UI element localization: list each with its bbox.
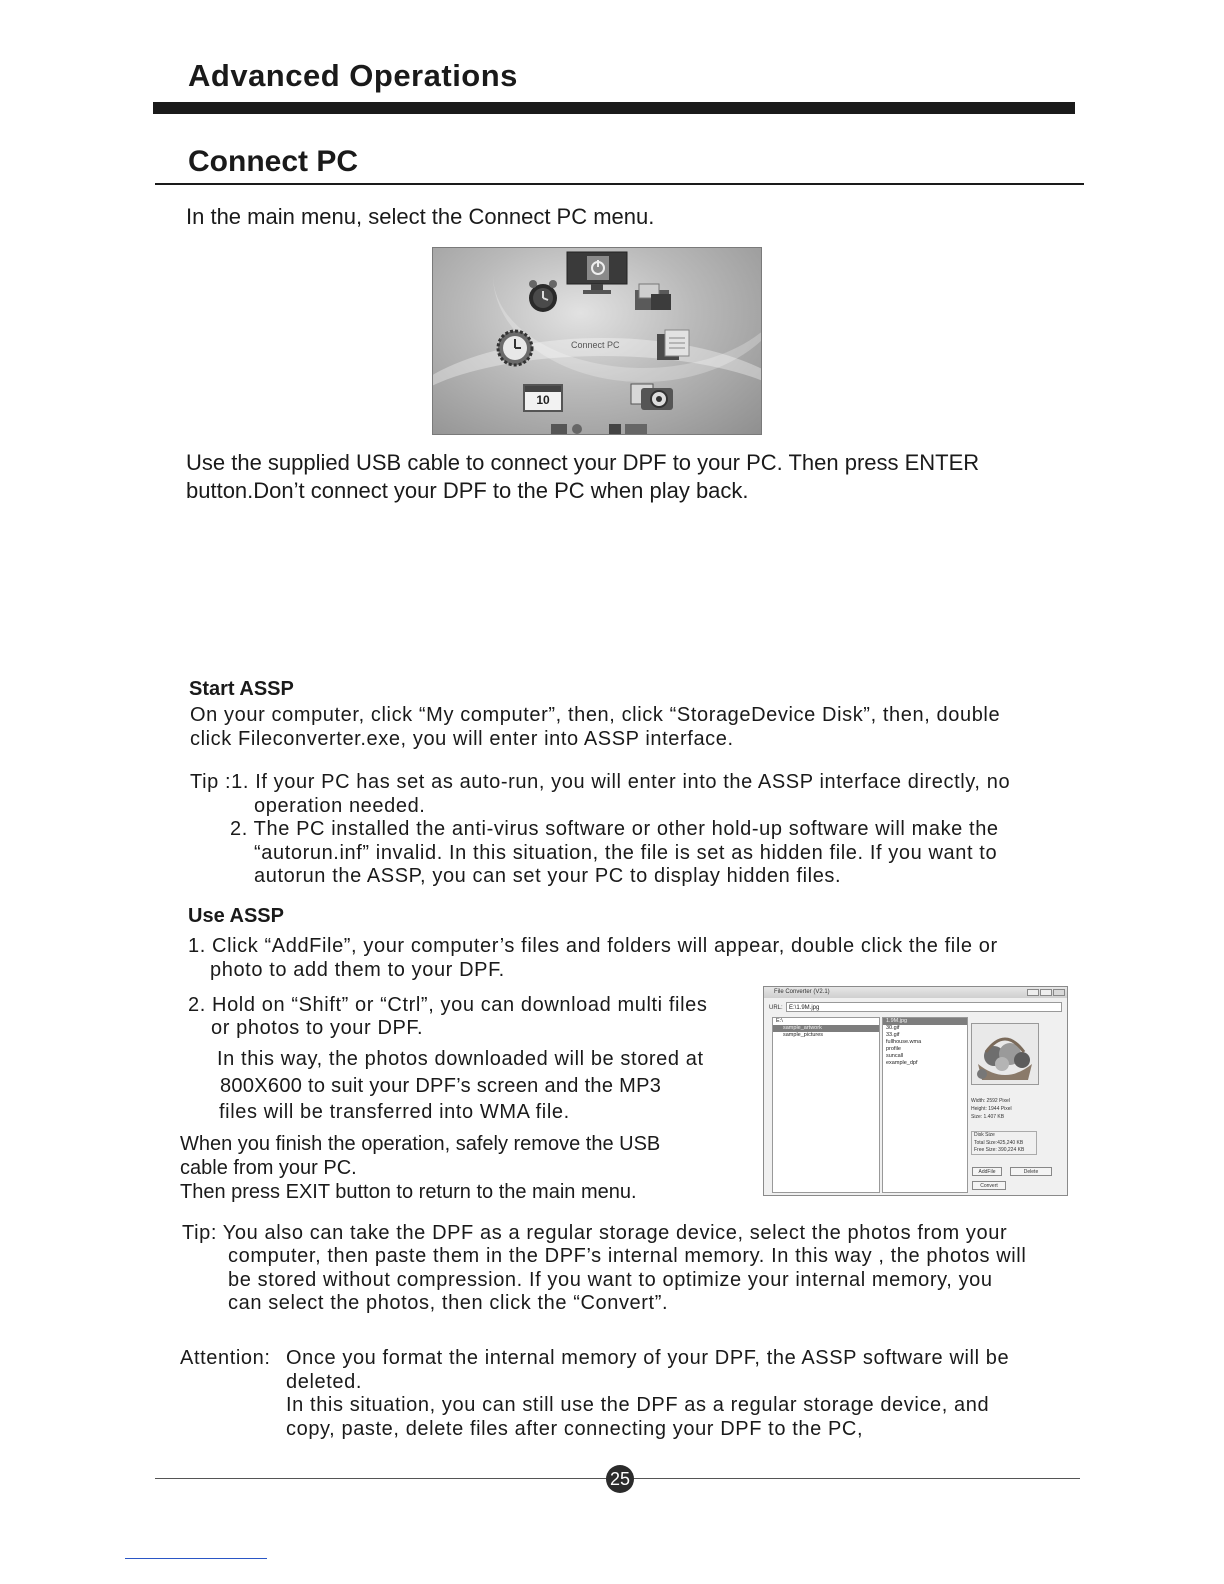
attention-line1: Once you format the internal memory of your DPF, the ASSP software will be: [286, 1347, 1010, 1369]
free-size: Free Size: 390,224 KB: [974, 1147, 1025, 1153]
tip1-line2: operation needed.: [254, 795, 426, 817]
step2-line3: In this way, the photos downloaded will be stored at: [217, 1048, 704, 1070]
file-item[interactable]: 33.gif: [886, 1032, 900, 1038]
start-assp-line1: On your computer, click “My computer”, then, click “StorageDevice Disk”, then, double: [190, 704, 1001, 726]
monitor-icon: [565, 250, 629, 296]
file-item[interactable]: example_dpf: [886, 1060, 918, 1066]
attention-line4: copy, paste, delete files after connecting your DPF to the PC,: [286, 1418, 864, 1440]
tip2-line3: be stored without compression. If you want to optimize your internal memory, you: [228, 1269, 993, 1291]
tip2-line4: can select the photos, then click the “Convert”.: [228, 1292, 669, 1314]
image-size: Size: 1.407 KB: [971, 1114, 1005, 1120]
tip2-line1: Tip: You also can take the DPF as a regular storage device, select the photos from your: [182, 1222, 1008, 1244]
start-assp-heading: Start ASSP: [189, 678, 294, 700]
page-title: Connect PC: [188, 145, 359, 178]
attention-line3: In this situation, you can still use the DPF as a regular storage device, and: [286, 1394, 990, 1416]
alarm-clock-icon: [525, 278, 561, 314]
image-info: [971, 1097, 1037, 1121]
file-item[interactable]: 30.gif: [886, 1025, 900, 1031]
add-file-button[interactable]: AddFile: [972, 1167, 1002, 1176]
file-converter-window: [763, 986, 1068, 1196]
folder-icon: [631, 282, 675, 312]
file-list[interactable]: [882, 1017, 968, 1193]
image-width: Width: 2592 Pixel: [971, 1098, 1010, 1104]
file-item[interactable]: 1.9M.jpg: [883, 1018, 967, 1025]
finish-line3: Then press EXIT button to return to the main menu.: [180, 1181, 637, 1203]
finish-line2: cable from your PC.: [180, 1157, 357, 1179]
attention-label: Attention:: [180, 1347, 271, 1369]
step2-line4: 800X600 to suit your DPF’s screen and the MP3: [220, 1075, 662, 1097]
tree-item[interactable]: E:\: [776, 1018, 783, 1024]
disk-size-title: Disk Size: [974, 1132, 995, 1138]
window-title: File Converter (V2.1): [774, 989, 830, 995]
usb-text-line1: Use the supplied USB cable to connect your DPF to your PC. Then press ENTER: [186, 450, 980, 475]
header-rule: [153, 102, 1075, 114]
total-size: Total Size:425,240 KB: [974, 1139, 1024, 1146]
clock-icon: [495, 328, 535, 368]
finish-line1: When you finish the operation, safely remove the USB: [180, 1133, 661, 1155]
disk-size-box: [971, 1131, 1037, 1155]
intro-text: In the main menu, select the Connect PC menu.: [186, 204, 655, 229]
title-rule: [155, 183, 1084, 185]
fruit-basket-image: [972, 1024, 1038, 1084]
main-menu-screenshot: [432, 247, 762, 435]
section-title: Advanced Operations: [188, 58, 518, 93]
image-height: Height: 1944 Pixel: [971, 1106, 1012, 1112]
step2-line1: 2. Hold on “Shift” or “Ctrl”, you can download multi files: [188, 994, 708, 1016]
footer-rule-left: [155, 1478, 610, 1479]
use-assp-heading: Use ASSP: [188, 905, 284, 927]
step1-line1: 1. Click “AddFile”, your computer’s files and folders will appear, double click the file or: [188, 935, 998, 957]
tree-item[interactable]: sample_pictures: [783, 1032, 824, 1038]
attention-line2: deleted.: [286, 1371, 362, 1393]
step1-line2: photo to add them to your DPF.: [210, 959, 505, 981]
delete-button[interactable]: Delete: [1010, 1167, 1052, 1176]
close-icon[interactable]: [1053, 989, 1065, 996]
convert-button[interactable]: Convert: [972, 1181, 1006, 1190]
start-assp-line2: click Fileconverter.exe, you will enter into ASSP interface.: [190, 728, 734, 750]
url-label: URL:: [769, 1005, 783, 1011]
calendar-icon: [523, 384, 563, 412]
file-item[interactable]: profile: [886, 1046, 901, 1052]
connect-pc-menu-label: Connect PC: [571, 340, 620, 350]
folder-tree[interactable]: [772, 1017, 880, 1193]
footer-rule-right: [630, 1478, 1080, 1479]
file-item[interactable]: suncall: [886, 1053, 904, 1059]
notes-icon: [653, 328, 693, 362]
step2-line2: or photos to your DPF.: [211, 1017, 424, 1039]
maximize-icon[interactable]: [1040, 989, 1052, 996]
tip1-line3: 2. The PC installed the anti-virus software or other hold-up software will make the: [230, 818, 999, 840]
camera-icon: [629, 380, 675, 412]
minimize-icon[interactable]: [1027, 989, 1039, 996]
photo-preview: [971, 1023, 1039, 1085]
tip1-line5: autorun the ASSP, you can set your PC to display hidden files.: [254, 865, 842, 887]
window-titlebar: [764, 987, 1067, 998]
tip1-line4: “autorun.inf” invalid. In this situation, the file is set as hidden file. If you want to: [254, 842, 998, 864]
step2-line5: files will be transferred into WMA file.: [219, 1101, 570, 1123]
tree-item[interactable]: sample_artwork: [773, 1025, 879, 1032]
tip1-line1: Tip :1. If your PC has set as auto-run, you will enter into the ASSP interface directly, no: [190, 771, 1011, 793]
tip2-line2: computer, then paste them in the DPF’s internal memory. In this way , the photos will: [228, 1245, 1027, 1267]
page-number: 25: [606, 1465, 634, 1493]
partial-icons: [545, 420, 655, 434]
url-input[interactable]: E:\1.9M.jpg: [786, 1002, 1062, 1012]
usb-text-line2: button.Don’t connect your DPF to the PC when play back.: [186, 478, 749, 503]
calendar-day: 10: [536, 393, 550, 407]
bottom-link-underline: [125, 1558, 267, 1559]
file-item[interactable]: fullhouse.wma: [886, 1039, 922, 1045]
